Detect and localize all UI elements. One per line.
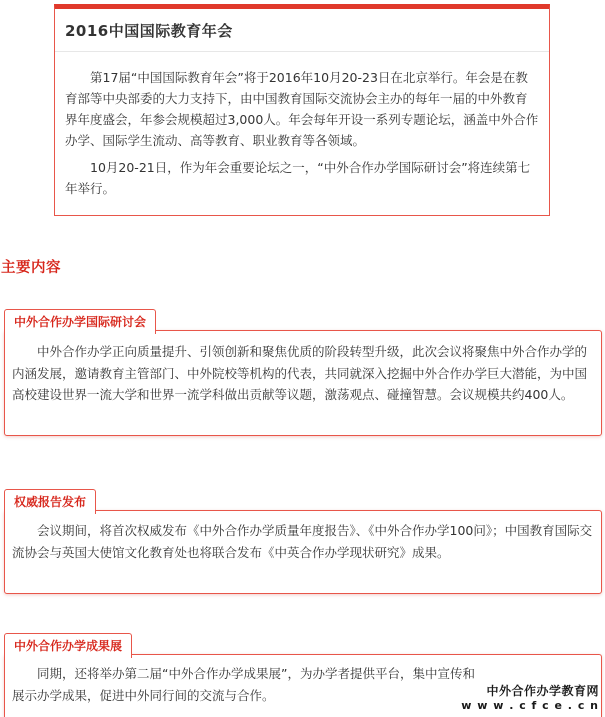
section-text-report-release: 会议期间，将首次权威发布《中外合作办学质量年度报告》、《中外合作办学100问》；中国教育国际交流协会与英国大使馆文化教育处也将联合发布《中英合作办学现状研究》成果。 bbox=[12, 523, 593, 560]
intro-paragraph: 第17届“中国国际教育年会”将于2016年10月20-23日在北京举行。年会是在教育部等中央部委的大力支持下，由中国教育国际交流协会主办的每年一届的中外教育界年度盛会，年参会规模超过3,000人。年会每年开设一系列专题论坛，涵盖中外合作办学、国际学生流动、高等教育、职业教育等各领域。 bbox=[65, 70, 539, 148]
section-title-report-release: 权威报告发布 bbox=[4, 489, 96, 514]
watermark-site-url: w w w . c f c e . c n bbox=[461, 699, 599, 712]
watermark-site-name: 中外合作办学教育网 bbox=[486, 684, 599, 698]
intro-body bbox=[65, 67, 539, 205]
intro-box bbox=[54, 4, 550, 216]
section-text-exhibition: 同期，还将举办第二届“中外合作办学成果展”，为办学者提供平台，集中宣传和展示办学成果，促进中外同行间的交流与合作。 bbox=[12, 666, 475, 703]
intro-divider bbox=[55, 51, 549, 52]
intro-title: 2016中国国际教育年会 bbox=[65, 22, 233, 40]
site-watermark bbox=[461, 684, 599, 713]
section-text-seminar: 中外合作办学正向质量提升、引领创新和聚焦优质的阶段转型升级，此次会议将聚焦中外合作办学的内涵发展，邀请教育主管部门、中外院校等机构的代表，共同就深入挖掘中外合作办学巨大潜能，为中国高校建设世界一流大学和世界一流学科做出贡献等议题，激荡观点、碰撞智慧。会议规模共约400人。 bbox=[12, 344, 588, 402]
section-title-exhibition: 中外合作办学成果展 bbox=[4, 633, 132, 658]
main-content-heading: 主要内容 bbox=[1, 260, 61, 276]
section-title-seminar: 中外合作办学国际研讨会 bbox=[4, 309, 156, 334]
intro-paragraph: 10月20-21日，作为年会重要论坛之一，“中外合作办学国际研讨会”将连续第七年举行。 bbox=[65, 160, 531, 196]
